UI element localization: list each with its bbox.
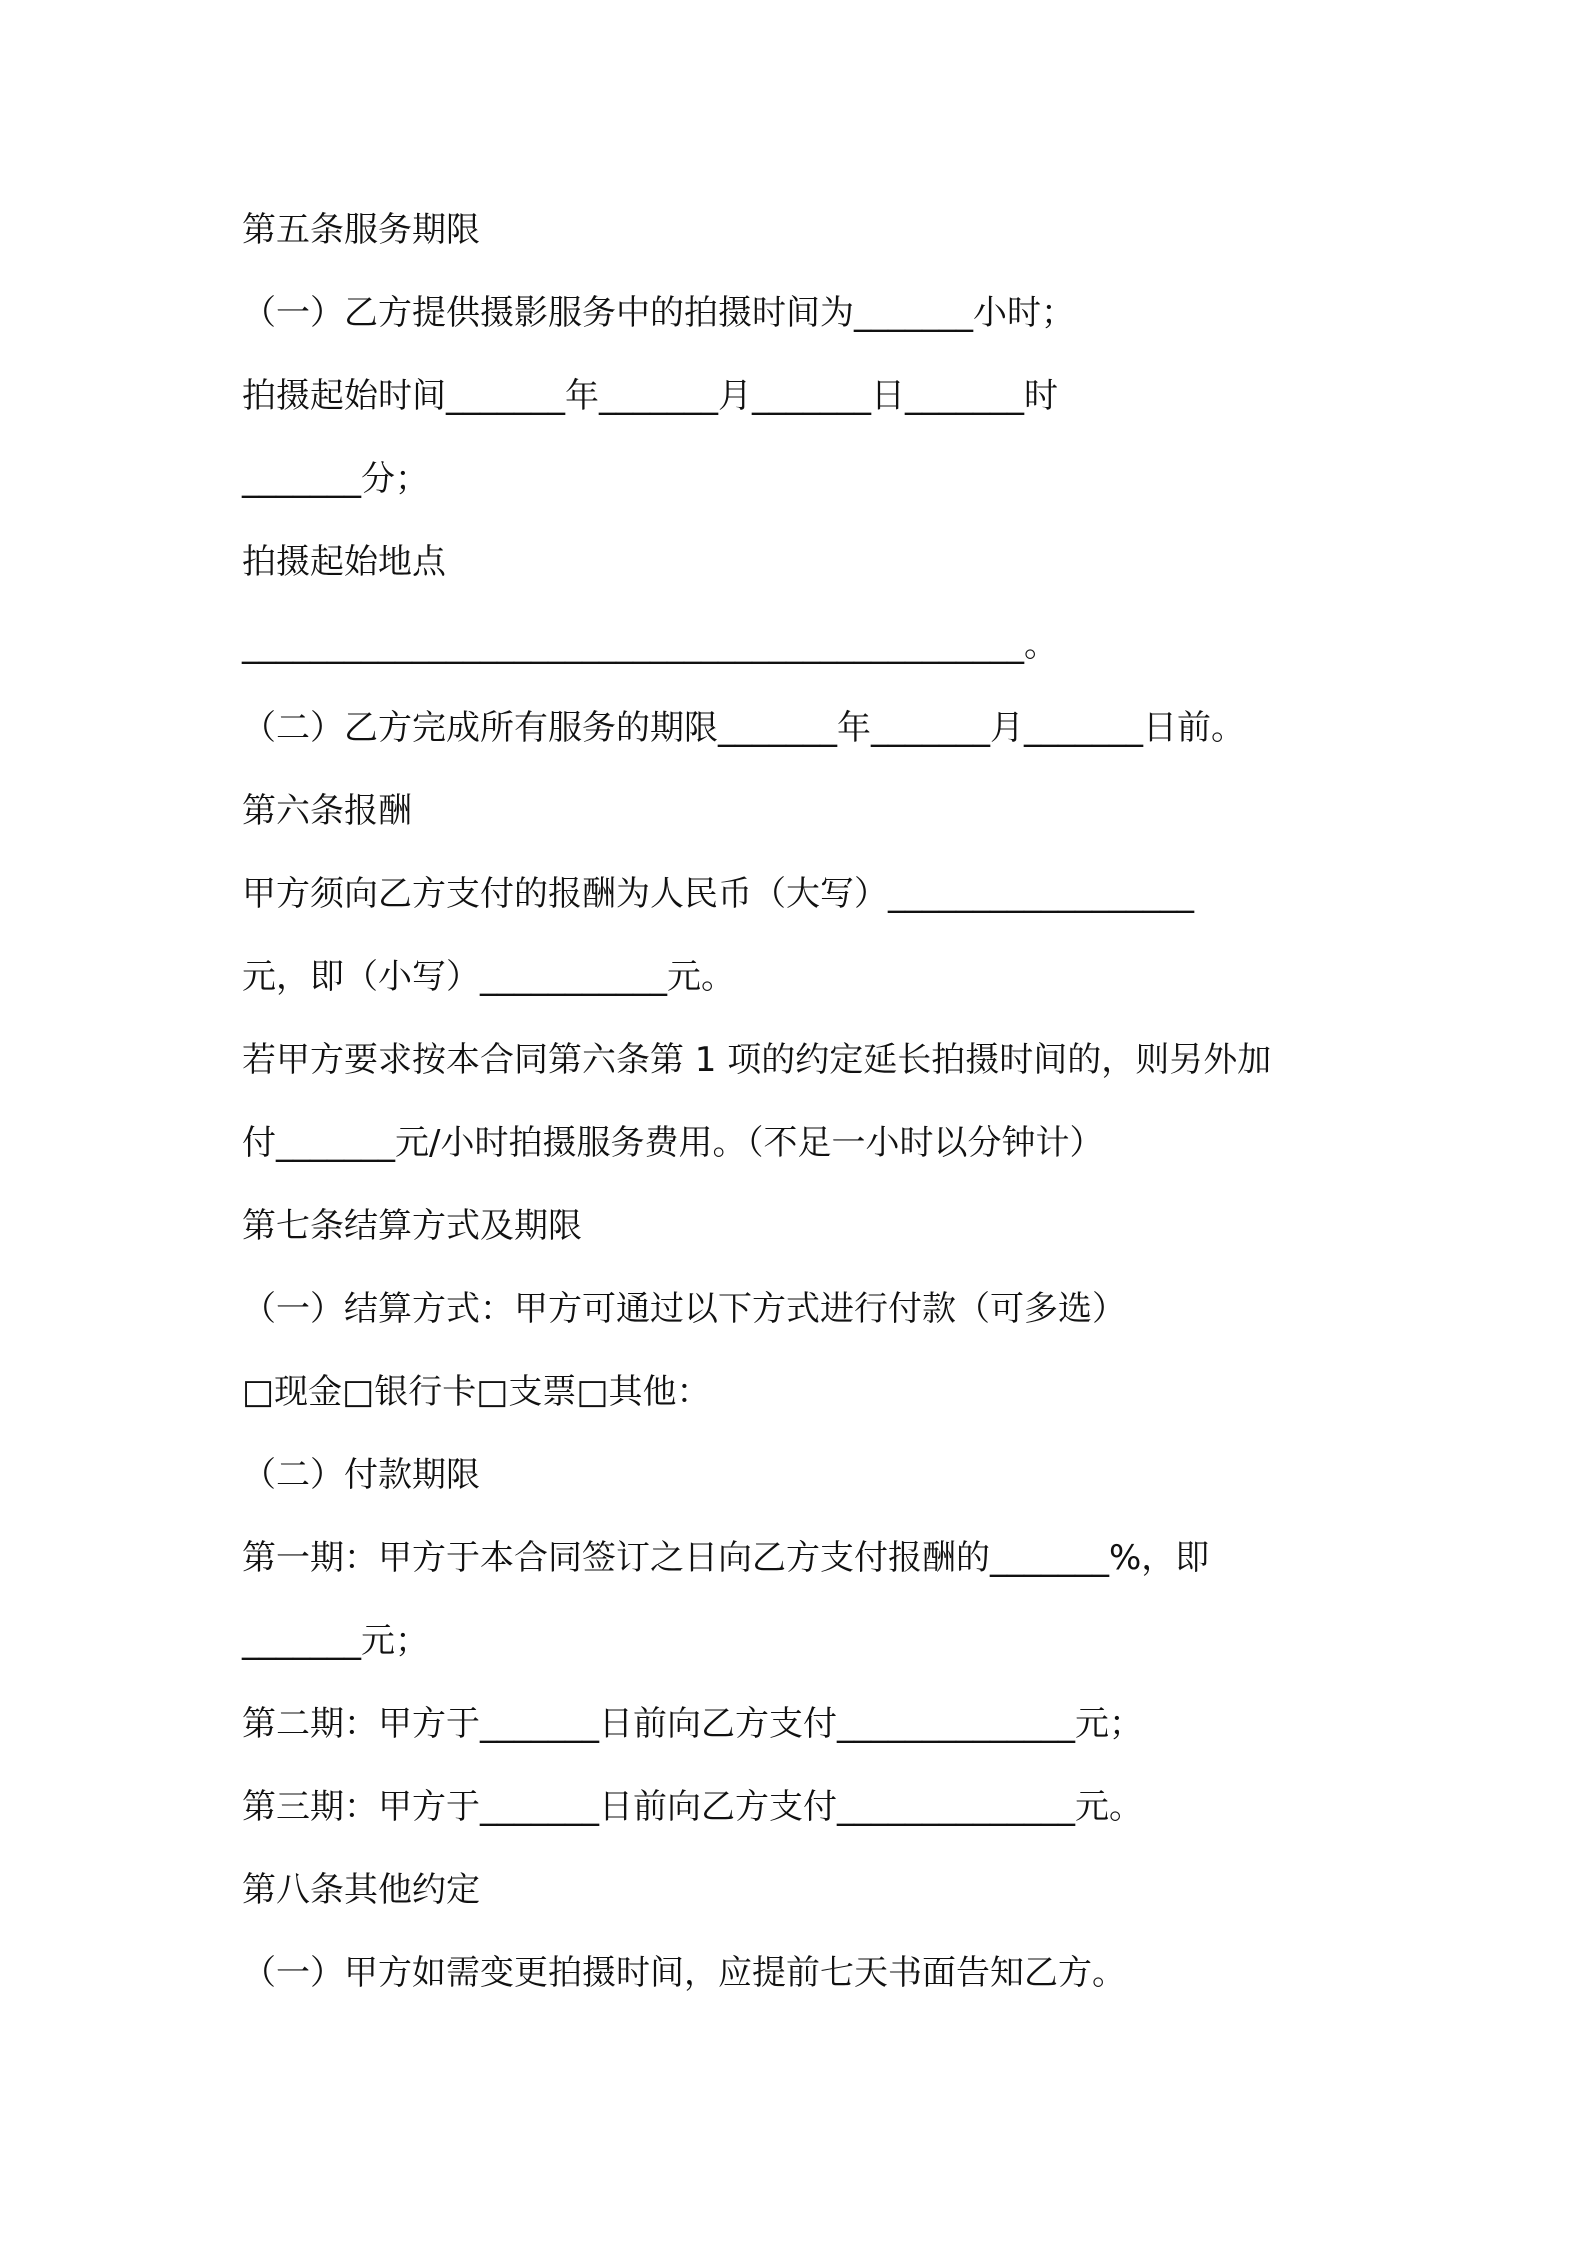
article-5-heading: 第五条服务期限	[242, 210, 480, 250]
settlement-method: （一）结算方式：甲方可通过以下方式进行付款（可多选）	[242, 1289, 1126, 1329]
payment-options: □现金□银行卡□支票□其他：	[242, 1372, 711, 1412]
article-5-item-1-shooting-hours: （一）乙方提供摄影服务中的拍摄时间为_______小时；	[242, 293, 1075, 333]
article-7-heading: 第七条结算方式及期限	[242, 1206, 582, 1246]
shooting-start-location-blank: ______________________________________________。	[242, 625, 1058, 665]
second-installment: 第二期：甲方于_______日前向乙方支付______________元；	[242, 1704, 1143, 1744]
payment-deadline-heading: （二）付款期限	[242, 1455, 480, 1495]
extension-clause-line-2: 付_______元/小时拍摄服务费用。（不足一小时以分钟计）	[242, 1123, 1104, 1163]
third-installment: 第三期：甲方于_______日前向乙方支付______________元。	[242, 1787, 1143, 1827]
shooting-start-time: 拍摄起始时间_______年_______月_______日_______时	[242, 376, 1058, 416]
shooting-start-minute: _______分；	[242, 459, 429, 499]
first-installment-amount: _______元；	[242, 1621, 429, 1661]
first-installment: 第一期：甲方于本合同签订之日向乙方支付报酬的_______%，即	[242, 1538, 1210, 1578]
article-5-item-2-service-deadline: （二）乙方完成所有服务的期限_______年_______月_______日前。	[242, 708, 1245, 748]
remuneration-uppercase: 甲方须向乙方支付的报酬为人民币（大写）__________________	[242, 874, 1194, 914]
article-8-heading: 第八条其他约定	[242, 1870, 480, 1910]
extension-clause-line-1: 若甲方要求按本合同第六条第 1 项的约定延长拍摄时间的，则另外加	[242, 1040, 1272, 1080]
remuneration-lowercase: 元，即（小写）___________元。	[242, 957, 735, 997]
article-8-item-1: （一）甲方如需变更拍摄时间，应提前七天书面告知乙方。	[242, 1953, 1126, 1993]
article-6-heading: 第六条报酬	[242, 791, 412, 831]
shooting-start-location-label: 拍摄起始地点	[242, 542, 446, 582]
